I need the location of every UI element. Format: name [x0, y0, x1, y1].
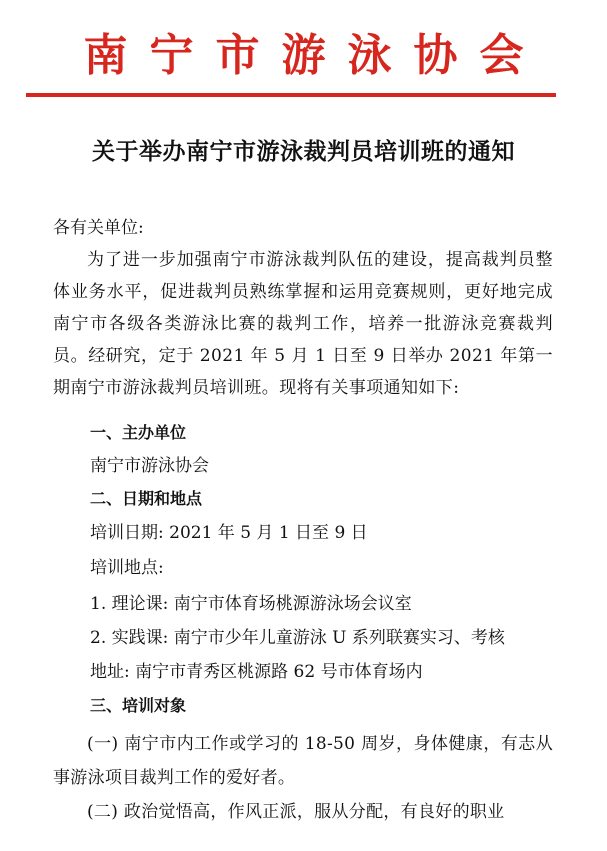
masthead-org-name: 南宁市游泳协会 [83, 30, 546, 81]
masthead-red-line [26, 93, 556, 97]
section1-content: 南宁市游泳协会 [90, 456, 209, 476]
training-date: 培训日期: 2021 年 5 月 1 日至 9 日 [90, 523, 368, 543]
practice-class: 2. 实践课: 南宁市少年儿童游泳 U 系列联赛实习、考核 [90, 628, 505, 648]
section3-heading: 三、培训对象 [90, 696, 187, 715]
document-title: 关于举办南宁市游泳裁判员培训班的通知 [92, 138, 515, 165]
training-location-label: 培训地点: [90, 558, 164, 578]
target-item-1: (一) 南宁市内工作或学习的 18-50 周岁，身体健康，有志从事游泳项目裁判工作的爱好者。 [53, 734, 553, 788]
section2-heading: 二、日期和地点 [90, 489, 203, 508]
address: 地址: 南宁市青秀区桃源路 62 号市体育场内 [90, 662, 423, 682]
target-item-2: (二) 政治觉悟高，作风正派，服从分配，有良好的职业 [87, 802, 505, 822]
section1-heading: 一、主办单位 [90, 423, 187, 442]
salutation: 各有关单位: [53, 218, 144, 238]
theory-class: 1. 理论课: 南宁市体育场桃源游泳场会议室 [90, 594, 412, 614]
intro-paragraph: 为了进一步加强南宁市游泳裁判队伍的建设，提高裁判员整体业务水平，促进裁判员熟练掌握和运用竞赛规则，更好地完成南宁市各级各类游泳比赛的裁判工作，培养一批游泳竞赛裁判员。经研究，定于 2021 年 5 月 1 日至 9 日举办 2021 年第一期南宁市游泳裁判员培训班。现将有关事项通知如下: [53, 250, 553, 398]
